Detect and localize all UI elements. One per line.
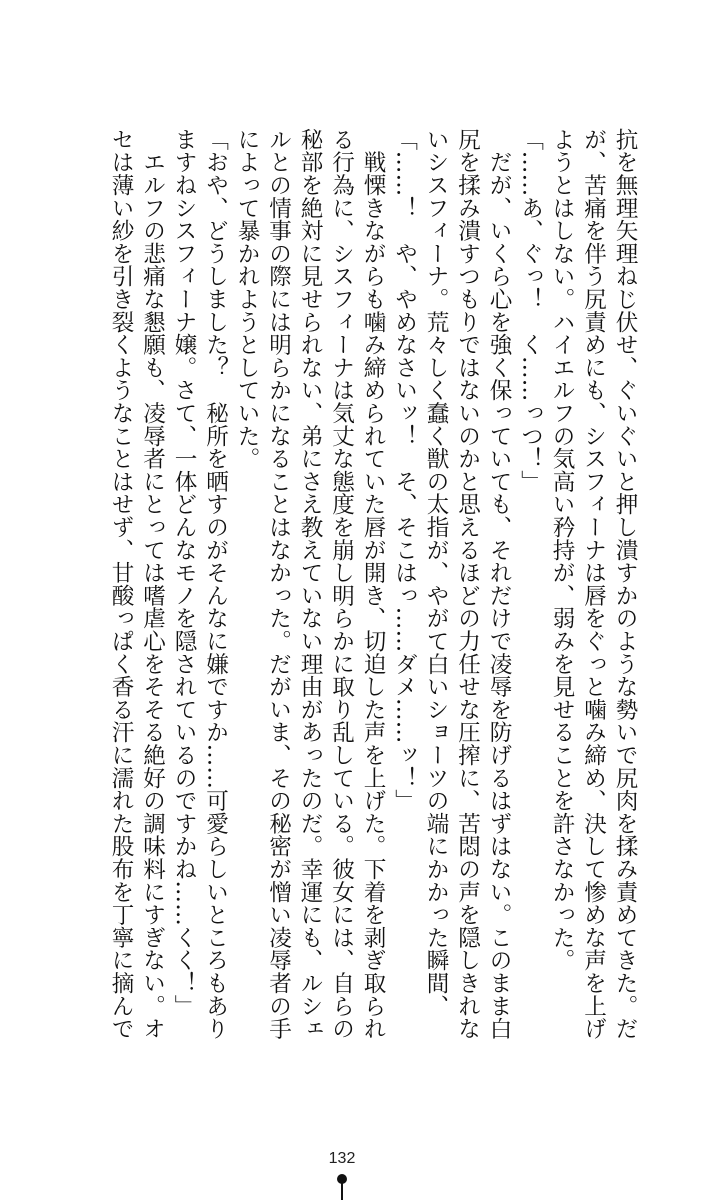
text-line: いシスフィーナ。荒々しく蠢く獣の太指が、やがて白いショーツの端にかかった瞬間、 [423,128,449,1018]
text-line: ようとはしない。ハイエルフの気高い矜持が、弱みを見せることを許さなかった。 [549,128,575,972]
vertical-text-body [50,128,640,1040]
page-marker-icon [337,1174,347,1200]
text-line: る行為に、シスフィーナは気丈な態度を崩し明らかに取り乱している。彼女には、自らの [328,128,355,1040]
text-line: 秘部を絶対に見せられない、弟にさえ教えていない理由があったのだ。幸運にも、ルシェ [297,128,323,1040]
page-number: 132 [328,1150,356,1167]
text-line: 抗を無理矢理ねじ伏せ、ぐいぐいと押し潰すかのような勢いで尻肉を揉み責めてきた。だ [612,128,638,1040]
text-line: 「……！ や、やめなさいッ！ そ、そこはっ……ダメ……ッ！」 [391,128,418,812]
text-line: 尻を揉み潰すつもりではないのかと思えるほどの力任せな圧搾に、苦悶の声を隠しきれな [454,128,481,1040]
marker-stem [341,1182,343,1200]
text-line: セは薄い紗を引き裂くようなことはせず、甘酸っぱく香る汗に濡れた股布を丁寧に摘んで [108,128,134,1040]
text-line: ますねシスフィーナ嬢。さて、一体どんなモノを隠されているのですかね……くく！」 [171,128,197,1018]
text-line: 「……あ、ぐっ！ く……っつ！」 [517,128,544,493]
text-line: が、苦痛を伴う尻責めにも、シスフィーナは唇をぐっと噛み締め、決して惨めな声を上げ [580,128,607,1040]
text-line: エルフの悲痛な懇願も、凌辱者にとっては嗜虐心をそそる絶好の調味料にすぎない。オ [139,128,166,1040]
text-line: によって暴かれようとしていた。 [234,128,260,470]
text-line: 「おや、どうしました？ 秘所を晒すのがそんなに嫌ですか……可愛らしいところもあり [202,128,229,1040]
text-line: だが、いくら心を強く保っていても、それだけで凌辱を防げるはずはない。このまま白 [486,128,512,1040]
text-line: 戦慄きながらも噛み締められていた唇が開き、切迫した声を上げた。下着を剥ぎ取られ [360,128,386,1040]
text-line: ルとの情事の際には明らかになることはなかった。だがいま、その秘密が憎い凌辱者の手 [265,128,292,1040]
